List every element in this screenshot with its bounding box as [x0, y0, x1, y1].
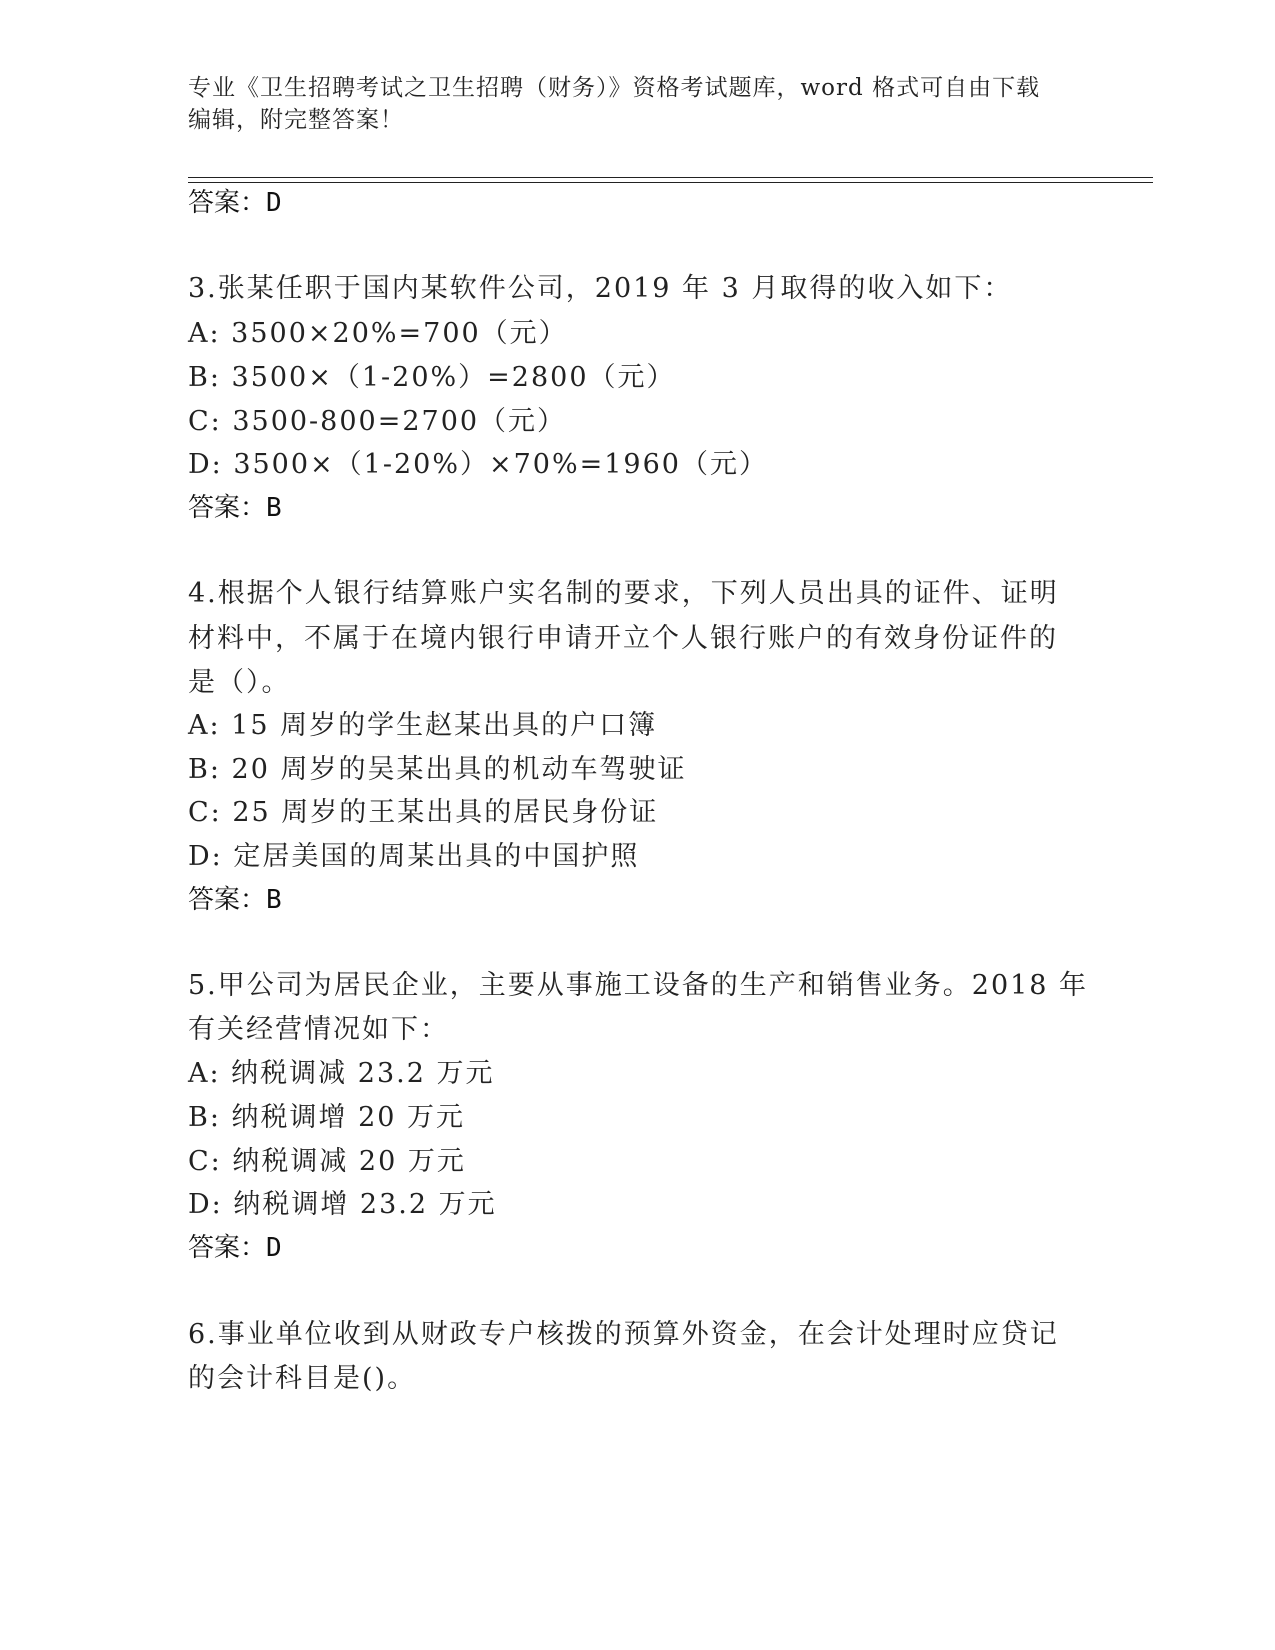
question-3-option-d: D: 3500×（1-20%）×70%=1960（元） — [188, 449, 768, 480]
header-line-2: 编辑，附完整答案！ — [188, 107, 404, 133]
answer-value: B — [266, 493, 282, 523]
question-5-option-d: D: 纳税调增 23.2 万元 — [188, 1189, 497, 1220]
question-3-stem: 3.张某任职于国内某软件公司，2019 年 3 月取得的收入如下： — [188, 273, 1013, 304]
question-5-option-a: A: 纳税调减 23.2 万元 — [188, 1058, 495, 1089]
question-4-option-c: C: 25 周岁的王某出具的居民身份证 — [188, 797, 659, 828]
answer-value: D — [266, 1233, 282, 1263]
question-3-option-a: A: 3500×20%=700（元） — [188, 318, 568, 349]
answer-label: 答案： — [188, 1233, 267, 1263]
answer-q3 — [188, 493, 282, 523]
question-6-stem-line-1: 6.事业单位收到从财政专户核拨的预算外资金，在会计处理时应贷记 — [188, 1319, 1059, 1350]
question-4-option-b: B: 20 周岁的吴某出具的机动车驾驶证 — [188, 754, 687, 785]
header-line-1: 专业《卫生招聘考试之卫生招聘（财务）》资格考试题库，word 格式可自由下载 — [188, 75, 1041, 101]
answer-value: D — [266, 188, 282, 218]
question-3-option-b: B: 3500×（1-20%）=2800（元） — [188, 362, 676, 393]
answer-value: B — [266, 885, 282, 915]
answer-q2 — [188, 188, 282, 218]
document-header — [188, 72, 1088, 136]
question-5-option-b: B: 纳税调增 20 万元 — [188, 1102, 466, 1133]
question-4-option-a: A: 15 周岁的学生赵某出具的户口簿 — [188, 710, 658, 741]
question-5-stem-line-2: 有关经营情况如下： — [188, 1014, 449, 1045]
answer-label: 答案： — [188, 885, 267, 915]
question-4-option-d: D: 定居美国的周某出具的中国护照 — [188, 841, 640, 872]
question-5-stem-line-1: 5.甲公司为居民企业，主要从事施工设备的生产和销售业务。2018 年 — [188, 970, 1089, 1001]
answer-label: 答案： — [188, 493, 267, 523]
header-divider-bottom — [188, 182, 1153, 183]
question-3-option-c: C: 3500-800=2700（元） — [188, 406, 567, 437]
question-6-stem-line-2: 的会计科目是()。 — [188, 1363, 417, 1394]
question-4-stem-line-3: 是（）。 — [188, 667, 291, 698]
header-divider-top — [188, 177, 1153, 178]
question-4-stem-line-2: 材料中，不属于在境内银行申请开立个人银行账户的有效身份证件的 — [188, 623, 1058, 654]
answer-label: 答案： — [188, 188, 267, 218]
answer-q4 — [188, 885, 282, 915]
answer-q5 — [188, 1233, 282, 1263]
question-5-option-c: C: 纳税调减 20 万元 — [188, 1146, 466, 1177]
question-4-stem-line-1: 4.根据个人银行结算账户实名制的要求，下列人员出具的证件、证明 — [188, 578, 1059, 609]
